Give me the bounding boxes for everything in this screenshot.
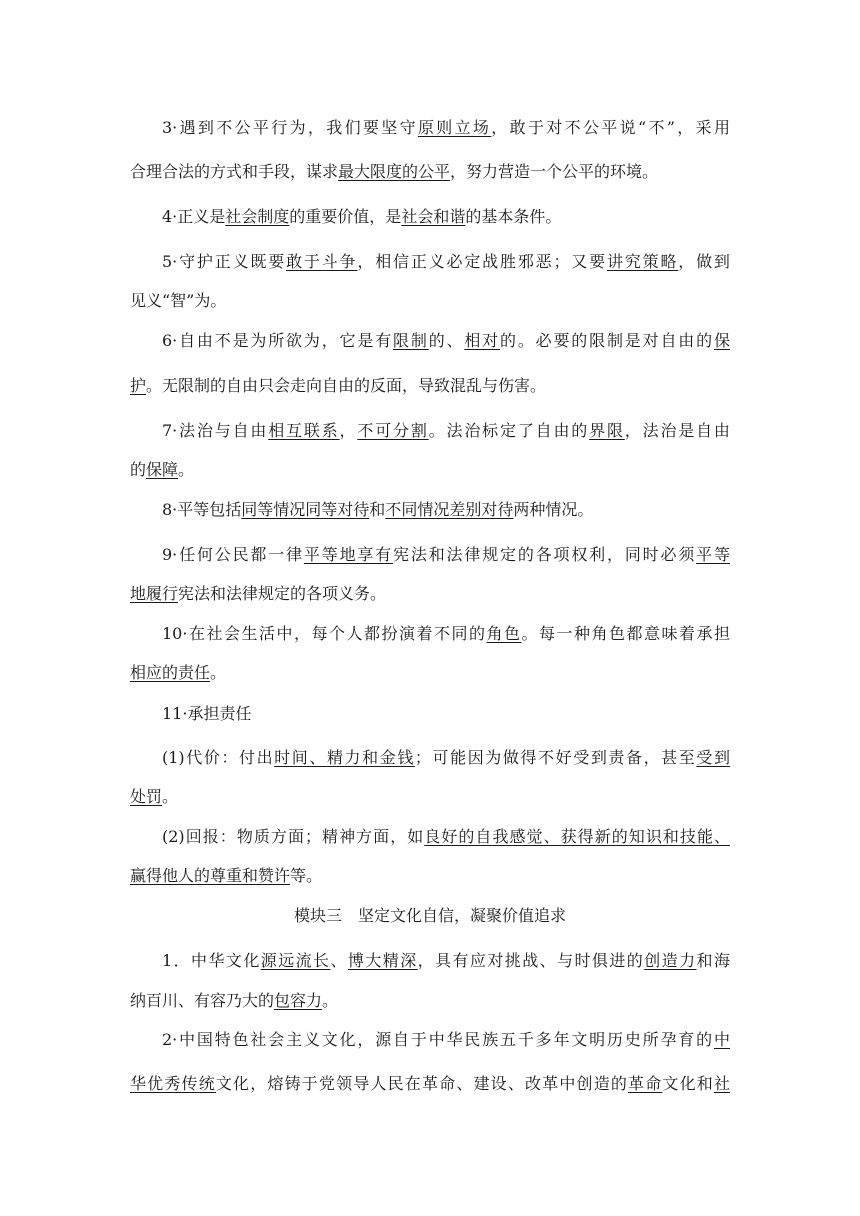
answer-blank: 包容力 [274,991,323,1010]
answer-blank: 最大限度的公平 [338,162,451,181]
answer-blank: 原则立场 [417,118,492,137]
answer-blank: 平等地享有 [303,545,394,564]
item-11-2-line-1: (2)回报：物质方面；精神方面，如良好的自我感觉、获得新的知识和技能、 [162,827,730,846]
section-title: 模块三 坚定文化自信，凝聚价值追求 [293,906,566,925]
item-6-line-1: 6·自由不是为所欲为，它是有限制的、相对的。必要的限制是对自由的保 [162,331,730,350]
answer-blank: 保障 [146,460,179,479]
answer-blank: 赢得他人的尊重和赞许 [130,866,291,885]
answer-blank: 保 [713,331,730,350]
answer-blank: 不同情况差别对待 [385,500,514,519]
answer-blank: 华优秀传统 [130,1074,216,1093]
item-7-line-1: 7·法治与自由相互联系，不可分割。法治标定了自由的界限，法治是自由 [162,421,730,440]
answer-blank: 地履行 [130,584,179,603]
answer-blank: 受到 [696,748,730,767]
answer-blank: 创造力 [644,951,697,970]
item-11-1-line-2: 处罚。 [130,787,179,806]
answer-blank: 讲究策略 [606,252,679,271]
answer-blank: 社会和谐 [401,207,466,226]
item-11-heading: 11·承担责任 [162,704,252,723]
item-8-line-1: 8·平等包括同等情况同等对待和不同情况差别对待两种情况。 [162,500,594,519]
answer-blank: 相互联系 [268,421,340,440]
item-11-1-line-1: (1)代价：付出时间、精力和金钱；可能因为做得不好受到责备，甚至受到 [162,748,730,767]
answer-blank: 相对 [464,331,500,350]
module-3-item-1-line-1: 1．中华文化源远流长、博大精深，具有应对挑战、与时俱进的创造力和海 [162,951,730,970]
answer-blank: 相应的责任 [130,663,211,682]
item-4-line-1: 4·正义是社会制度的重要价值，是社会和谐的基本条件。 [162,207,562,226]
item-5-line-2: 见义“智”为。 [130,291,227,310]
item-5-line-1: 5·守护正义既要敢于斗争，相信正义必定战胜邪恶；又要讲究策略，做到 [162,252,730,271]
answer-blank: 护 [130,376,147,395]
item-3-line-1: 3·遇到不公平行为，我们要坚守原则立场，敢于对不公平说“不”，采用 [162,118,730,137]
answer-blank: 限制 [393,331,429,350]
item-6-line-2: 护。无限制的自由只会走向自由的反面，导致混乱与伤害。 [130,376,547,395]
item-11-2-line-2: 赢得他人的尊重和赞许等。 [130,866,323,885]
answer-blank: 处罚 [130,787,163,806]
answer-blank: 同等情况同等对待 [241,500,370,519]
answer-blank: 界限 [589,421,625,440]
item-7-line-2: 的保障。 [130,460,195,479]
answer-blank: 革命 [628,1074,663,1093]
module-3-item-1-line-2: 纳百川、有容乃大的包容力。 [130,991,339,1010]
module-3-item-2-line-1: 2·中国特色社会主义文化，源自于中华民族五千多年文明历史所孕育的中 [162,1030,730,1049]
answer-blank: 平等 [696,545,730,564]
item-9-line-2: 地履行宪法和法律规定的各项义务。 [130,584,387,603]
answer-blank: 源远流长 [260,951,331,970]
item-3-line-2: 合理合法的方式和手段，谋求最大限度的公平，努力营造一个公平的环境。 [130,162,659,181]
answer-blank: 不可分割 [357,421,429,440]
answer-blank: 社 [713,1074,730,1093]
answer-blank: 敢于斗争 [286,252,358,271]
answer-blank: 中 [713,1030,730,1049]
answer-blank: 博大精深 [347,951,418,970]
item-10-line-1: 10·在社会生活中，每个人都扮演着不同的角色。每一种角色都意味着承担 [162,624,730,643]
answer-blank: 时间、精力和金钱 [274,748,415,767]
module-3-item-2-line-2: 华优秀传统文化，熔铸于党领导人民在革命、建设、改革中创造的革命文化和社 [130,1074,730,1093]
item-10-line-2: 相应的责任。 [130,663,227,682]
answer-blank: 社会制度 [225,207,290,226]
answer-blank: 良好的自我感觉、获得新的知识和技能、 [424,827,730,846]
answer-blank: 角色 [486,624,522,643]
item-9-line-1: 9·任何公民都一律平等地享有宪法和法律规定的各项权利，同时必须平等 [162,545,730,564]
